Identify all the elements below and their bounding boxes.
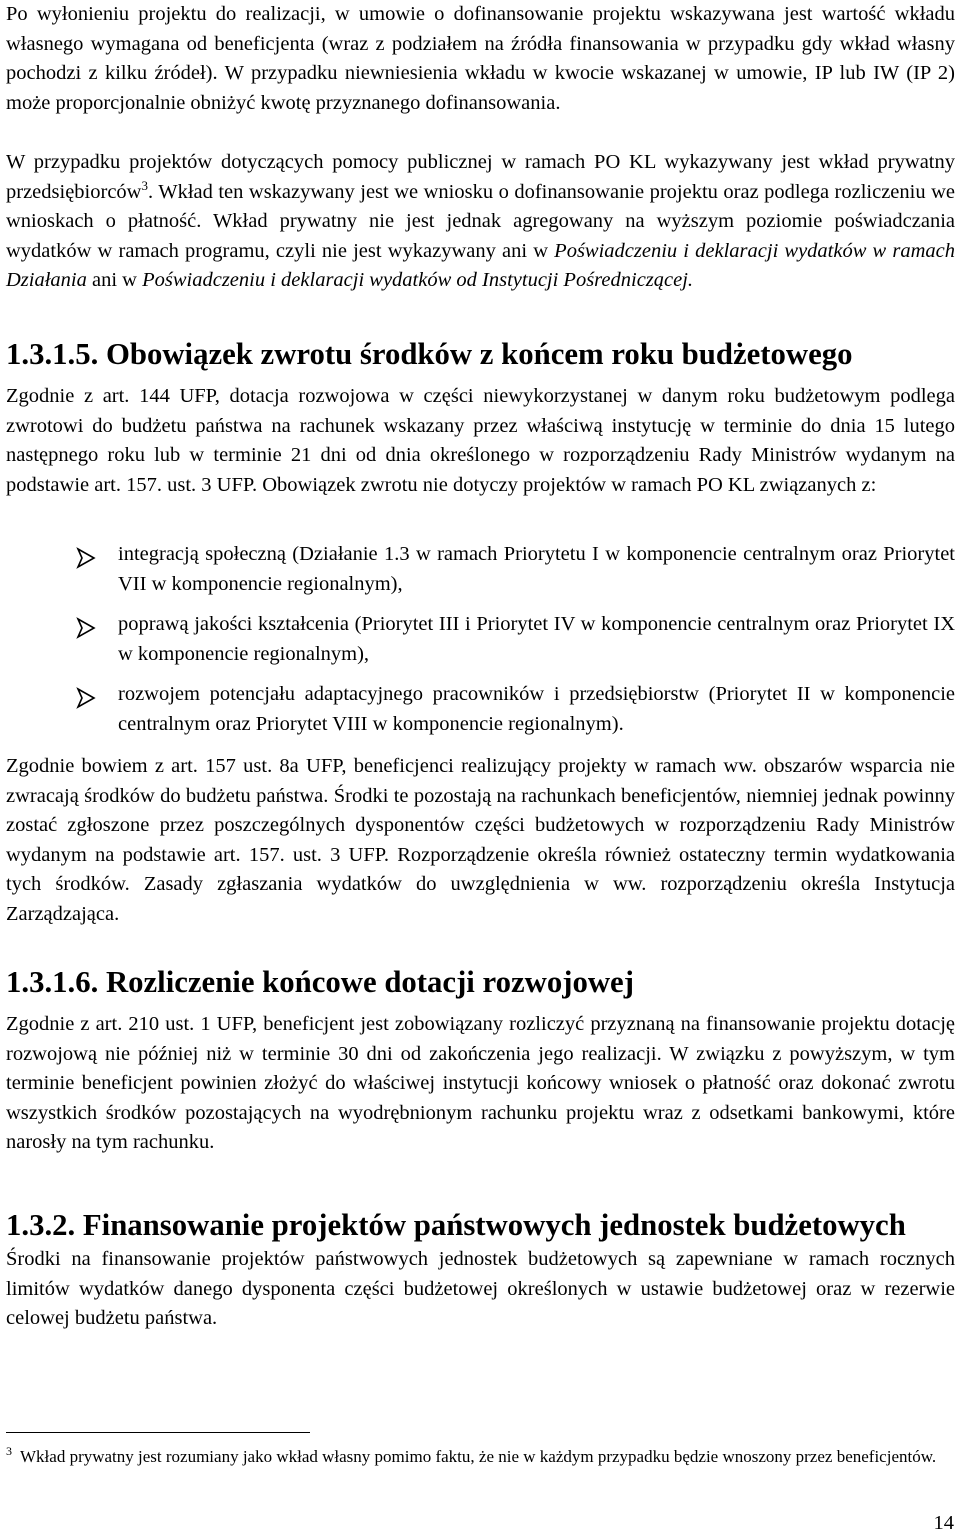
list-item: rozwojem potencjału adaptacyjnego pracowników i przedsiębiorstw (Priorytet II w komponencie centralnym oraz Priorytet VIII w komponencie regionalnym). [118,683,955,735]
list-item: integracją społeczną (Działanie 1.3 w ramach Priorytetu I w komponencie centralnym oraz Priorytet VII w komponencie regionalnym), [118,543,955,595]
italic-title: Poświadczeniu i deklaracji wydatków od Instytucji Pośredniczącej. [142,269,694,291]
page-number: 14 [933,1512,954,1534]
paragraph-final-settlement: Zgodnie z art. 210 ust. 1 UFP, beneficjent jest zobowiązany rozliczyć przyznaną na finansowanie projektu dotację rozwojową nie później niż w terminie 30 dni od zakończenia jego realizacji. W związku z powyższym, w tym terminie beneficjent powinien złożyć do właściwej instytucji końcowy wniosek o płatność oraz dokonać zwrotu wszystkich środków pozostających na wyodrębnionym rachunku projektu wraz z odsetkami bankowymi, które narosły na tym rachunku. [6,1013,955,1153]
paragraph-private-contribution [6,148,955,296]
arrowhead-bullet-icon [75,617,97,639]
paragraph-refund-obligation: Zgodnie z art. 144 UFP, dotacja rozwojowa w części niewykorzystanej w danym roku budżetowym podlega zwrotowi do budżetu państwa na rachunek wskazany przez właściwą instytucję w terminie do dnia 15 lutego następnego roku lub w terminie 21 dni od dnia określonego w rozporządzeniu Rady Ministrów wydanym na podstawie art. 157. ust. 3 UFP. Obowiązek zwrotu nie dotyczy projektów w ramach PO KL związanych z: [6,385,955,496]
paragraph-own-contribution: Po wyłonieniu projektu do realizacji, w umowie o dofinansowanie projektu wskazywana jest wartość wkładu własnego wymagana od beneficjenta (wraz z podziałem na źródła finansowania w przypadku gdy wkład własny pochodzi z kilku źródeł). W przypadku niewniesienia wkładu w kwocie wskazanej w umowie, IP lub IW (IP 2) może proporcjonalnie obniżyć kwotę przyznanego dofinansowania. [6,3,955,114]
paragraph-text: W przypadku projektów dotyczących pomocy publicznej w ramach PO KL wykazywany jest wkład prywatny przedsiębiorców [6,151,955,203]
paragraph-text: ani w [86,269,143,291]
paragraph-state-units-financing: Środki na finansowanie projektów państwowych jednostek budżetowych są zapewniane w ramach rocznych limitów wydatków danego dysponenta części budżetowej określonych w ustawie budżetowej oraz w rezerwie celowej budżetu państwa. [6,1248,955,1329]
section-heading-1-3-2: 1.3.2. Finansowanie projektów państwowych jednostek budżetowych [6,1208,906,1242]
arrowhead-bullet-icon [75,687,97,709]
footnote-mark: 3 [6,1444,12,1458]
section-heading-1-3-1-6: 1.3.1.6. Rozliczenie końcowe dotacji rozwojowej [6,965,634,999]
footnote-reference[interactable]: 3 [141,177,148,193]
section-heading-1-3-1-5: 1.3.1.5. Obowiązek zwrotu środków z końcem roku budżetowego [6,337,853,371]
list-item: poprawą jakości kształcenia (Priorytet III i Priorytet IV w komponencie centralnym oraz Priorytet IX w komponencie regionalnym), [118,613,955,665]
footnote-text: Wkład prywatny jest rozumiany jako wkład własny pomimo faktu, że nie w każdym przypadku będzie wnoszony przez beneficjentów. [20,1447,937,1466]
footnote-separator [6,1432,310,1433]
footnote [6,1443,955,1472]
italic-title: Poświadczeniu i deklaracji wydatków w ramach Działania [6,239,955,291]
arrowhead-bullet-icon [75,547,97,569]
paragraph-no-refund: Zgodnie bowiem z art. 157 ust. 8a UFP, beneficjenci realizujący projekty w ramach ww. obszarów wsparcia nie zwracają środków do budżetu państwa. Środki te pozostają na rachunkach beneficjentów, niemniej jednak powinny zostać zgłoszone przez poszczególnych dysponentów części budżetowych w rozporządzeniu Rady Ministrów wydanym na podstawie art. 157. ust. 3 UFP. Rozporządzenie określa również ostateczny termin wydatkowania tych środków. Zasady zgłaszania wydatków do uwzględnienia w ww. rozporządzeniu określa Instytucja Zarządzająca. [6,755,955,925]
paragraph-text: . Wkład ten wskazywany jest we wniosku o dofinansowanie projektu oraz podlega rozliczeniu we wnioskach o płatność. Wkład prywatny nie jest jednak agregowany na wyższym poziomie poświadczania wydatków w ramach programu, czyli nie jest wykazywany ani w [6,180,955,262]
